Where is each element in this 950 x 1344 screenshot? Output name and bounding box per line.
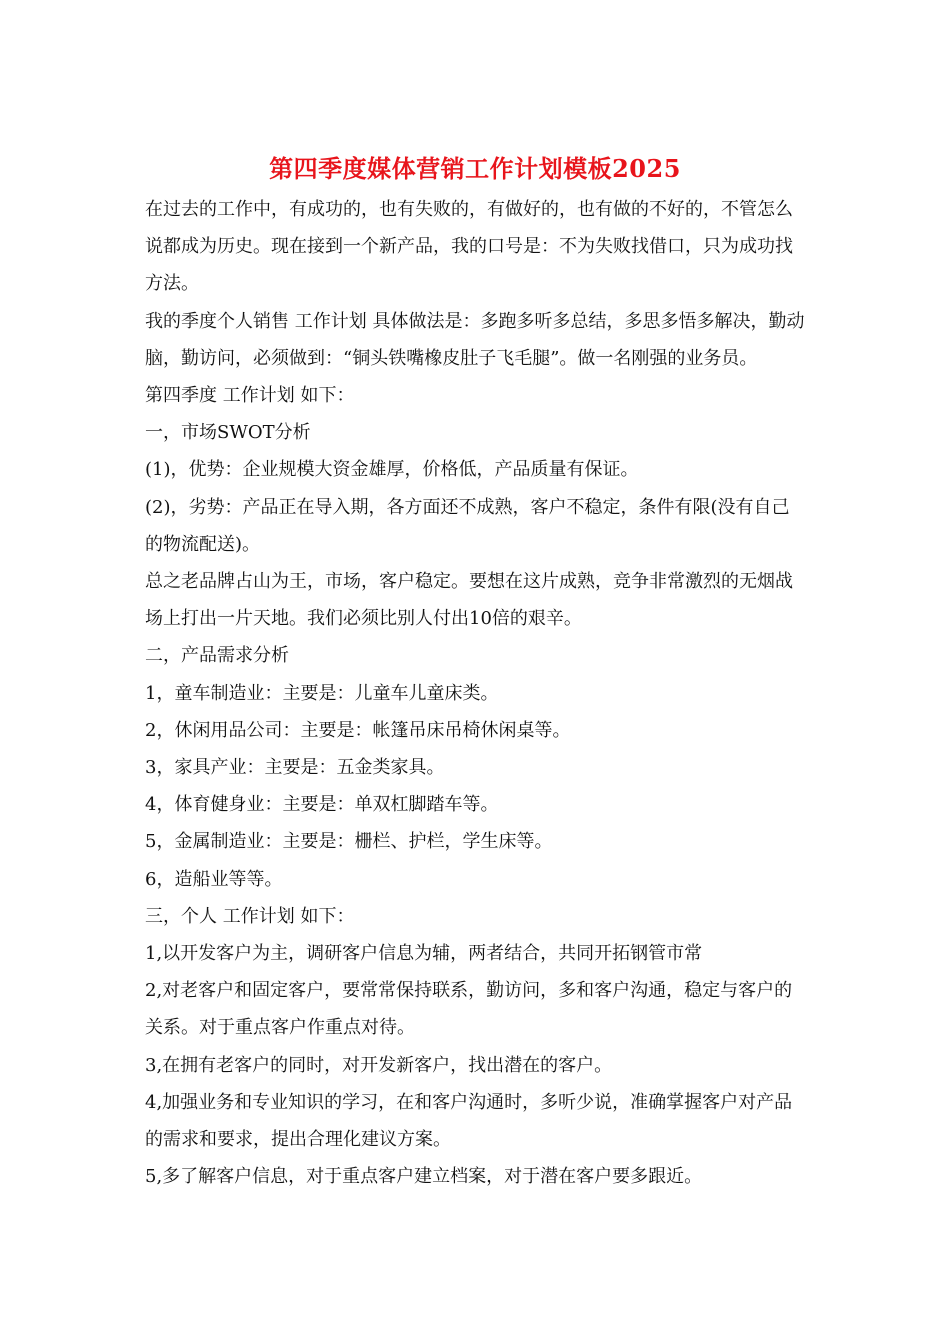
section-heading: 二，产品需求分析 <box>145 645 289 667</box>
document-title: 第四季度媒体营销工作计划模板2025 <box>269 154 681 183</box>
paragraph: (1)，优势：企业规模大资金雄厚，价格低，产品质量有保证。 <box>145 459 639 481</box>
list-item: 5，金属制造业：主要是：栅栏、护栏，学生床等。 <box>145 831 553 853</box>
paragraph: 我的季度个人销售 工作计划 具体做法是：多跑多听多总结，多思多悟多解决，勤动脑，勤访问，必须做到：“铜头铁嘴橡皮肚子飞毛腿”。做一名刚强的业务员。 <box>145 310 805 369</box>
paragraph: 在过去的工作中，有成功的，也有失败的，有做好的，也有做的不好的，不管怎么说都成为历史。现在接到一个新产品，我的口号是：不为失败找借口，只为成功找方法。 <box>145 199 793 295</box>
section-heading: 三，个人 工作计划 如下： <box>145 905 355 927</box>
paragraph: 第四季度 工作计划 如下： <box>145 385 355 407</box>
list-item: 3,在拥有老客户的同时，对开发新客户，找出潜在的客户。 <box>145 1054 613 1076</box>
section-heading: 一，市场SWOT分析 <box>145 422 311 444</box>
list-item: 1，童车制造业：主要是：儿童车儿童床类。 <box>145 682 499 704</box>
document-body <box>145 191 807 1195</box>
list-item: 6，造船业等等。 <box>145 868 283 890</box>
paragraph: (2)，劣势：产品正在导入期，各方面还不成熟，客户不稳定，条件有限(没有自己的物流配送)。 <box>145 496 790 555</box>
list-item: 4,加强业务和专业知识的学习，在和客户沟通时，多听少说，准确掌握客户对产品的需求和要求，提出合理化建议方案。 <box>145 1091 793 1151</box>
list-item: 3，家具产业：主要是：五金类家具。 <box>145 757 445 779</box>
list-item: 4，体育健身业：主要是：单双杠脚踏车等。 <box>145 794 499 816</box>
list-item: 2，休闲用品公司：主要是：帐篷吊床吊椅休闲桌等。 <box>145 719 571 741</box>
list-item: 1,以开发客户为主，调研客户信息为辅，两者结合，共同开拓钢管市常 <box>145 943 703 965</box>
list-item: 2,对老客户和固定客户，要常常保持联系，勤访问，多和客户沟通，稳定与客户的关系。对于重点客户作重点对待。 <box>145 980 793 1039</box>
paragraph: 总之老品牌占山为王，市场，客户稳定。要想在这片成熟，竞争非常激烈的无烟战场上打出一片天地。我们必须比别人付出10倍的艰辛。 <box>145 571 793 630</box>
list-item: 5,多了解客户信息，对于重点客户建立档案，对于潜在客户要多跟近。 <box>145 1166 703 1188</box>
